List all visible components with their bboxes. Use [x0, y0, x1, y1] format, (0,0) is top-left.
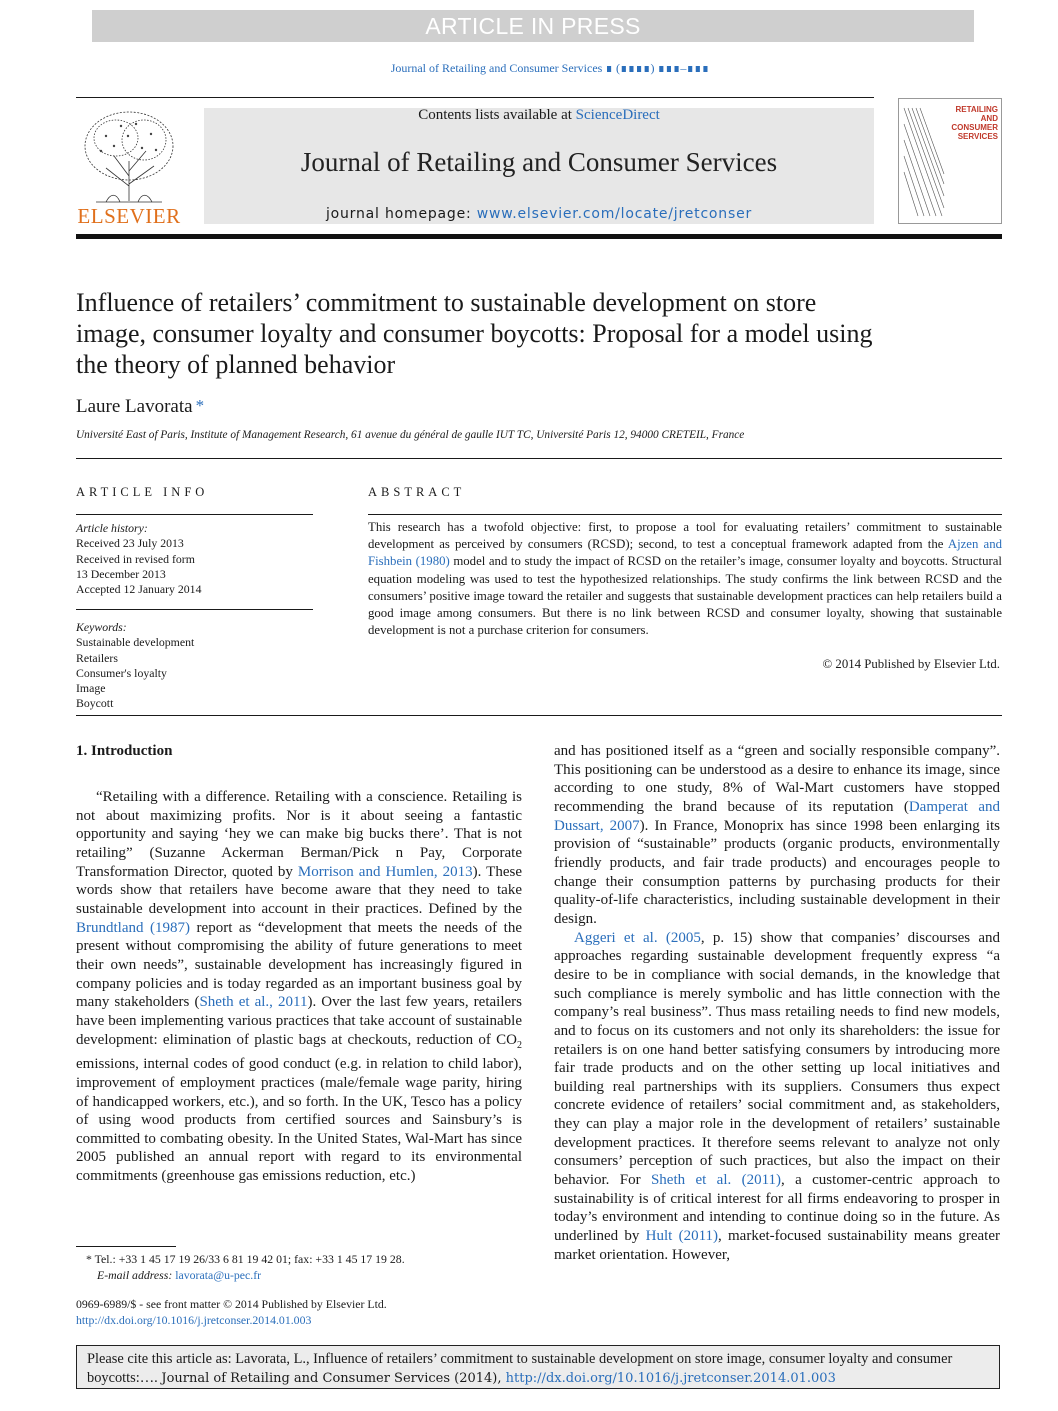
homepage-prefix: journal homepage:	[325, 206, 477, 222]
article-history-heading: Article history:	[76, 521, 148, 535]
keywords-list	[76, 620, 313, 712]
body-column-left	[76, 788, 522, 1186]
journal-title: Journal of Retailing and Consumer Services	[300, 147, 778, 177]
keyword-item: Consumer's loyalty	[76, 665, 167, 680]
abstract-heading: ABSTRACT	[368, 485, 466, 499]
keyword-item: Boycott	[76, 696, 114, 711]
contents-prefix: Contents lists available at	[418, 107, 576, 123]
affiliation-rule	[76, 458, 1002, 459]
abstract-top-rule	[368, 514, 1002, 515]
cover-title-line: RETAILING	[955, 105, 998, 114]
body-text: emissions, internal codes of good conduct (e.g. in relation to child labor), improvement of employment practices (male/female wage parity, hiring of handicapped workers, etc.), and so forth. In the UK, Tesco has a policy of using wood products from certified sources and Sainsbury’s is committed to combating obesity. In the United States, Wal-Mart has since 2005 published an annual report with regard to its environmental commitments (greenhouse gas emissions reduction, etc.)	[76, 1056, 522, 1185]
journal-homepage-line	[204, 206, 874, 222]
author-footnote-link[interactable]: *	[195, 396, 205, 415]
body-text: , p. 15) show that companies’ discourses and approaches regarding sustainable development frequently express “a desire to be in compliance with social demands, in the knowledge that such compliance is merely symbolic and has little connection with the company’s real business”. Thus mass retailing needs to find new models, and to focus on its customers and not only its shareholders: the issue for retailers is on one hand better satisfying consumers by introducing more fair trade products and on the other setting up local initiatives and building real partnerships with its suppliers. Consumers thus expect concrete evidence of retailers’ social commitment and, as stakeholders, they can play a major role in the development of retailers’ sustainable development practices. It therefore seems relevant to analyze not only consumers’ perception of such practices, but also the impact on their behavior. For	[554, 929, 1000, 1189]
cover-pattern-icon	[902, 104, 946, 220]
cite-text: Please cite this article as: Lavorata, L., Influence of retailers’ commitment to sustainable development on store image, consumer loyalty and consumer boycotts:….	[87, 1351, 953, 1386]
cover-title-line: CONSUMER	[951, 123, 998, 132]
footnote-phone: Tel.: +33 1 45 17 19 26/33 6 81 19 42 01; fax: +33 1 45 17 19 28.	[91, 1252, 405, 1266]
contents-available-line	[204, 107, 874, 124]
keywords-heading: Keywords:	[76, 620, 127, 634]
article-in-press-banner: ARTICLE IN PRESS	[92, 10, 974, 42]
front-matter	[76, 1297, 546, 1328]
history-entry: Received in revised form	[76, 551, 195, 566]
cite-this-article-box	[76, 1345, 1000, 1389]
abstract-text	[368, 519, 1002, 639]
doi-link[interactable]: http://dx.doi.org/10.1016/j.jretconser.2014.01.003	[76, 1312, 312, 1327]
cover-title-line: AND	[980, 114, 998, 123]
history-entry: Accepted 12 January 2014	[76, 582, 202, 597]
masthead-bottom-rule	[76, 234, 1002, 239]
abstract-text-part: This research has a twofold objective: first, to propose a tool for evaluating retailers’ commitment to sustainable development as perceived by consumers (RCSD); second, to test a conceptual framework adapted from the	[368, 520, 1002, 552]
damperat-dussart-citation-link[interactable]: Damperat and Dussart, 2007	[554, 798, 1000, 834]
brundtland-citation-link[interactable]: Brundtland (1987)	[76, 919, 191, 936]
body-text: ). In France, Monoprix has since 1998 been enlarging its provision of “sustainable” products (organic products, environmentally friendly products, and fair trade products) and encourages people to change their consumption patterns by purchasing products for their quality-of-life characteristics, including sustainable development in their design.	[554, 817, 1000, 927]
body-text: report as “development that meets the needs of the present without compromising the ability of future generations to meet their own needs”, sustainable development has increasingly figured in company policies and is today regarded as an important business goal by many stakeholders (	[76, 919, 522, 1011]
footnote-mark: *	[86, 1252, 92, 1266]
sciencedirect-link[interactable]: ScienceDirect	[575, 107, 660, 123]
author-affiliation: Université East of Paris, Institute of Management Research, 61 avenue du général de gaulle IUT TC, Université Paris 12, 94000 CRETEIL, France	[76, 429, 745, 441]
body-column-right	[554, 742, 1000, 1264]
author-footnote	[76, 1252, 536, 1283]
abstract-bottom-rule	[76, 715, 1002, 716]
email-label: E-mail address:	[97, 1267, 173, 1282]
abstract-copyright: © 2014 Published by Elsevier Ltd.	[822, 657, 1000, 671]
author-name: Laure Lavorata	[76, 396, 193, 417]
article-info-top-rule	[76, 514, 313, 515]
body-text: and has positioned itself as a “green and socially responsible company”. This positioning can be understood as a desire to enhance its image, since according to one study, 8% of Wal-Mart customers have stopped recommending the brand because of its reputation (	[554, 743, 1000, 815]
subscript-two: 2	[517, 1039, 522, 1051]
homepage-link[interactable]: www.elsevier.com/locate/jretconser	[476, 206, 753, 222]
intro-paragraph	[76, 788, 522, 1186]
body-paragraph	[554, 742, 1000, 929]
body-paragraph	[554, 929, 1000, 1265]
article-info-heading: ARTICLE INFO	[76, 485, 209, 499]
issn-line: 0969-6989/$ - see front matter © 2014 Published by Elsevier Ltd.	[76, 1297, 387, 1311]
keyword-item: Sustainable development	[76, 635, 195, 650]
footnote-contact	[76, 1252, 536, 1268]
cover-title	[948, 105, 998, 141]
aggeri-citation-link[interactable]: Aggeri et al. (2005	[574, 929, 701, 946]
hult-citation-link[interactable]: Hult (2011)	[645, 1228, 719, 1245]
ajzen-fishbein-citation-link[interactable]: Ajzen and Fishbein (1980)	[368, 537, 1002, 569]
publisher-wordmark: ELSEVIER	[77, 204, 181, 228]
body-text: , a customer-centric approach to sustainability is of critical interest for all firms endeavoring to prosper in today’s environment and intending to continue doing so in the future. As underlined by	[554, 1172, 1000, 1245]
keyword-item: Retailers	[76, 650, 118, 665]
article-title: Influence of retailers’ commitment to sustainable development on store image, consumer loyalty and consumer boycotts: Proposal for a model using the theory of planned behavior	[76, 288, 873, 379]
masthead-top-rule	[76, 97, 874, 98]
keyword-item: Image	[76, 681, 106, 696]
history-entry: Received 23 July 2013	[76, 536, 184, 551]
cover-title-line: SERVICES	[957, 132, 998, 141]
sheth-citation-link[interactable]: Sheth et al., 2011	[199, 994, 308, 1011]
history-entry: 13 December 2013	[76, 566, 166, 581]
footnote-rule	[76, 1246, 176, 1247]
body-text: “Retailing with a difference. Retailing with a conscience. Retailing is not about maximizing profits. Nor is it about seeing a fantastic opportunity and saying ‘hey we can make big bucks there’. That is not retailing” (Suzanne Ackerman Berman/Pick n Pay, Corporate Transformation Director, quoted by	[76, 789, 522, 880]
email-link[interactable]: lavorata@u-pec.fr	[175, 1267, 262, 1282]
article-history	[76, 521, 313, 597]
cite-doi-link[interactable]: http://dx.doi.org/10.1016/j.jretconser.2014.01.003	[505, 1370, 836, 1386]
sheth-2011-citation-link[interactable]: Sheth et al. (2011)	[650, 1172, 782, 1189]
author-line	[76, 396, 204, 418]
morrison-humlen-citation-link[interactable]: Morrison and Humlen, 2013	[297, 863, 473, 880]
body-text: , market-focused sustainability means greater market orientation. However,	[554, 1228, 1000, 1263]
body-text: ). Over the last few years, retailers have been implementing various practices that take account of sustainable development: elimination of plastic bags at checkouts, reduction of CO	[76, 994, 522, 1048]
body-text: ). These words show that retailers have become aware that they need to take sustainable development into account in their practices. Defined by the	[76, 863, 522, 917]
journal-reference-link[interactable]: Journal of Retailing and Consumer Services ∎ (∎∎∎∎) ∎∎∎–∎∎∎	[390, 61, 710, 75]
abstract-text-part: model and to study the impact of RCSD on the retailer’s image, consumer loyalty and boycotts. Structural equation modeling was used to test the hypothesized relationships. The study confirms the link between RCSD and the consumers’ positive image toward the retailer and suggests that sustainable development practices can help retailers build a good image among consumers. But there is no link between RCSD and consumer loyalty, showing that sustainable development is not a purchase criterion for consumers.	[368, 554, 1002, 638]
cite-journal: Journal of Retailing and Consumer Services (2014),	[161, 1370, 506, 1386]
article-info-mid-rule	[76, 609, 313, 610]
introduction-heading: 1. Introduction	[76, 743, 173, 759]
footnote-email-line	[76, 1268, 536, 1284]
